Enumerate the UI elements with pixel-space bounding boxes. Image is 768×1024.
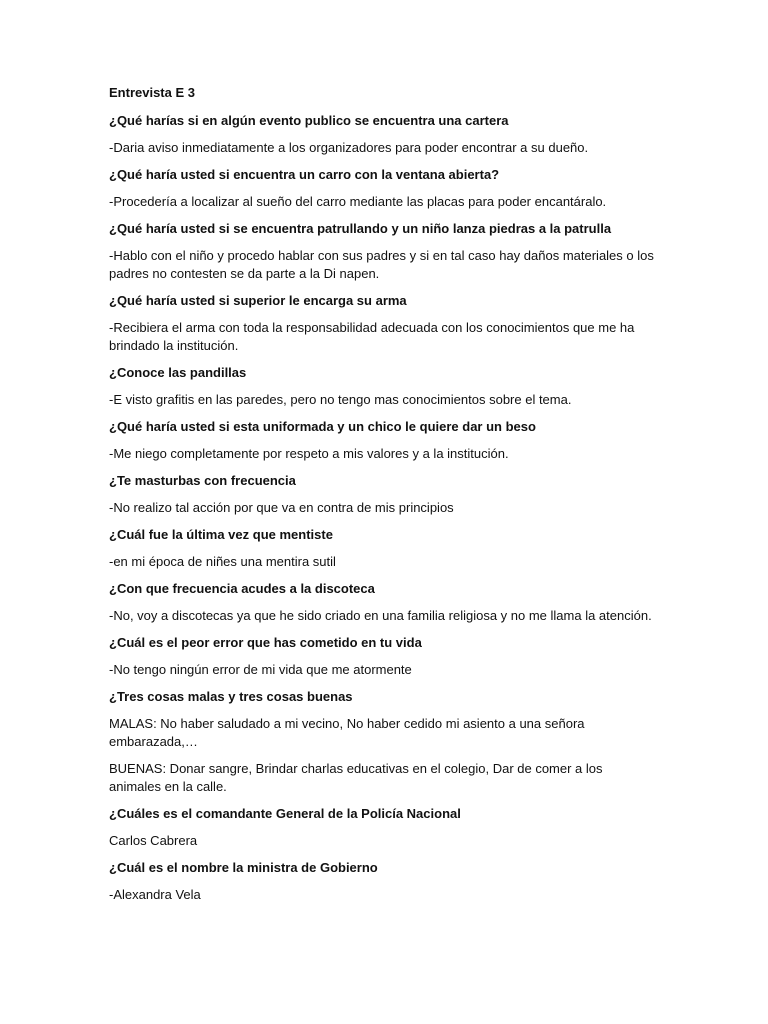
question-10: ¿Cuál es el peor error que has cometido en tu vida: [109, 635, 422, 650]
question-5: ¿Conoce las pandillas: [109, 365, 247, 380]
question-4: ¿Qué haría usted si superior le encarga su arma: [109, 293, 407, 308]
answer-11-malas: MALAS: No haber saludado a mi vecino, No haber cedido mi asiento a una señora embarazada,…: [109, 716, 585, 749]
question-7: ¿Te masturbas con frecuencia: [109, 473, 296, 488]
question-11: ¿Tres cosas malas y tres cosas buenas: [109, 689, 353, 704]
answer-11-buenas: BUENAS: Donar sangre, Brindar charlas educativas en el colegio, Dar de comer a los animales en la calle.: [109, 761, 603, 794]
answer-13: -Alexandra Vela: [109, 887, 201, 902]
question-8: ¿Cuál fue la última vez que mentiste: [109, 527, 333, 542]
answer-4: -Recibiera el arma con toda la responsabilidad adecuada con los conocimientos que me ha brindado la institución.: [109, 320, 635, 353]
document-title: Entrevista E 3: [109, 85, 195, 100]
answer-1: -Daria aviso inmediatamente a los organizadores para poder encontrar a su dueño.: [109, 140, 589, 155]
question-6: ¿Qué haría usted si esta uniformada y un chico le quiere dar un beso: [109, 419, 536, 434]
question-9: ¿Con que frecuencia acudes a la discoteca: [109, 581, 375, 596]
answer-10: -No tengo ningún error de mi vida que me atormente: [109, 662, 412, 677]
answer-12: Carlos Cabrera: [109, 833, 198, 848]
answer-5: -E visto grafitis en las paredes, pero no tengo mas conocimientos sobre el tema.: [109, 392, 572, 407]
answer-6: -Me niego completamente por respeto a mis valores y a la institución.: [109, 446, 509, 461]
answer-3: -Hablo con el niño y procedo hablar con sus padres y si en tal caso hay daños materiales o los padres no contesten se da parte a la Di napen.: [109, 248, 654, 281]
answer-7: -No realizo tal acción por que va en contra de mis principios: [109, 500, 454, 515]
question-2: ¿Qué haría usted si encuentra un carro con la ventana abierta?: [109, 167, 500, 182]
document-body: [109, 84, 654, 913]
answer-8: -en mi época de niñes una mentira sutil: [109, 554, 336, 569]
question-1: ¿Qué harías si en algún evento publico se encuentra una cartera: [109, 113, 509, 128]
question-3: ¿Qué haría usted si se encuentra patrullando y un niño lanza piedras a la patrulla: [109, 221, 612, 236]
answer-9: -No, voy a discotecas ya que he sido criado en una familia religiosa y no me llama la atención.: [109, 608, 652, 623]
answer-2: -Procedería a localizar al sueño del carro mediante las placas para poder encantáralo.: [109, 194, 607, 209]
question-12: ¿Cuáles es el comandante General de la Policía Nacional: [109, 806, 461, 821]
question-13: ¿Cuál es el nombre la ministra de Gobierno: [109, 860, 378, 875]
